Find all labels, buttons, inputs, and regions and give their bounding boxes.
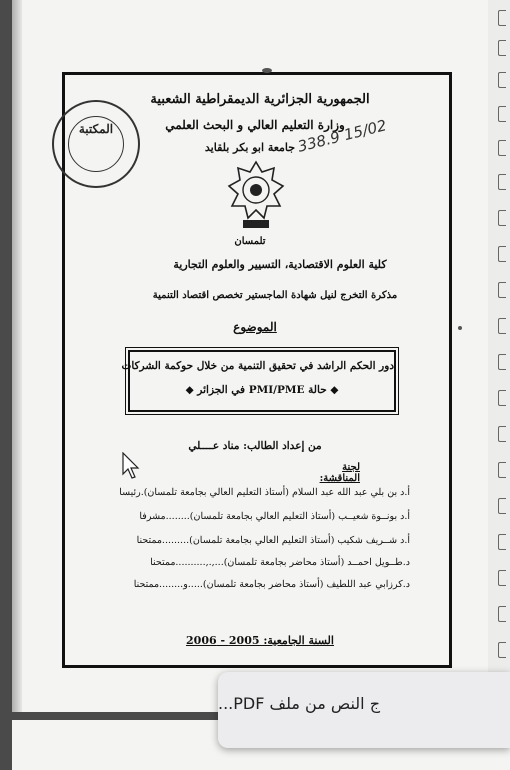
binding-hole: [498, 534, 506, 550]
university-emblem: [225, 160, 287, 232]
subject-box: [121, 350, 396, 412]
ministry-heading: وزارة التعليم العالي و البحث العلمي: [165, 118, 345, 132]
binding-hole: [498, 462, 506, 478]
prepared-by: من إعداد الطالب: مناد عــــلي: [188, 440, 322, 452]
binding-hole: [498, 40, 506, 56]
thesis-type: مذكرة التخرج لنيل شهادة الماجستير تخصص اقتصاد التنمية: [152, 290, 398, 301]
binding-hole: [498, 10, 506, 26]
subject-case: ◆ حالة PMI/PME في الجزائر ◆: [185, 384, 339, 396]
jury-member: أ.د شــريف شكيب (أستاذ التعليم العالي بجامعة تلمسان).........ممتحنا: [136, 535, 410, 546]
jury-member: د.طــويل احمــد (أستاذ محاضر بجامعة تلمسان)...,.,..........ممتحنا: [150, 557, 410, 568]
jury-member: أ.د بن بلي عبد الله عبد السلام (أستاذ التعليم العالي بجامعة تلمسان).رئيسا: [119, 487, 410, 498]
binding-hole: [498, 606, 506, 622]
binding-hole: [498, 174, 506, 190]
binding-hole: [498, 390, 506, 406]
jury-member: د.كرزابي عبد اللطيف (أستاذ محاضر بجامعة تلمسان).....و........ممتحنا: [133, 579, 410, 590]
city-label: تلمسان: [234, 236, 266, 247]
binding-hole: [498, 106, 506, 122]
binding-hole: [498, 318, 506, 334]
stamp-label: المكتبة: [78, 122, 114, 136]
binding-hole: [498, 210, 506, 226]
university-heading: جامعة ابو بكر بلقايد: [204, 141, 296, 154]
scan-shadow: [12, 0, 22, 712]
mouse-pointer-icon: [122, 452, 142, 480]
binding-hole: [498, 354, 506, 370]
binding-hole: [498, 140, 506, 156]
binding-hole: [498, 246, 506, 262]
academic-year: السنة الجامعية: 2005 - 2006: [186, 634, 334, 647]
handwritten-catalog-code: 338.9 15/02: [295, 116, 389, 156]
jury-title: لجنة المناقشة:: [319, 462, 360, 484]
binding-hole: [498, 570, 506, 586]
binding-hole: [498, 498, 506, 514]
subject-label: الموضوع: [233, 320, 277, 334]
binding-hole: [498, 282, 506, 298]
binding-hole: [498, 426, 506, 442]
binding-hole: [498, 72, 506, 88]
toast-message: ج النص من ملف PDF...: [218, 694, 381, 713]
binding-hole: [498, 642, 506, 658]
library-stamp: [52, 100, 140, 188]
jury-member: أ.د بونــوة شعيــب (أستاذ التعليم العالي بجامعة تلمسان)........مشرفا: [139, 511, 410, 522]
extraction-toast: [218, 672, 510, 748]
ink-blot: [458, 326, 462, 330]
faculty-heading: كلية العلوم الاقتصادية، التسيير والعلوم التجارية: [173, 258, 387, 271]
ink-blot: [262, 68, 272, 73]
republic-heading: الجمهورية الجزائرية الديمقراطية الشعبية: [150, 92, 370, 107]
subject-title: دور الحكم الراشد في تحقيق التنمية من خلال حوكمة الشركات: [121, 360, 394, 372]
